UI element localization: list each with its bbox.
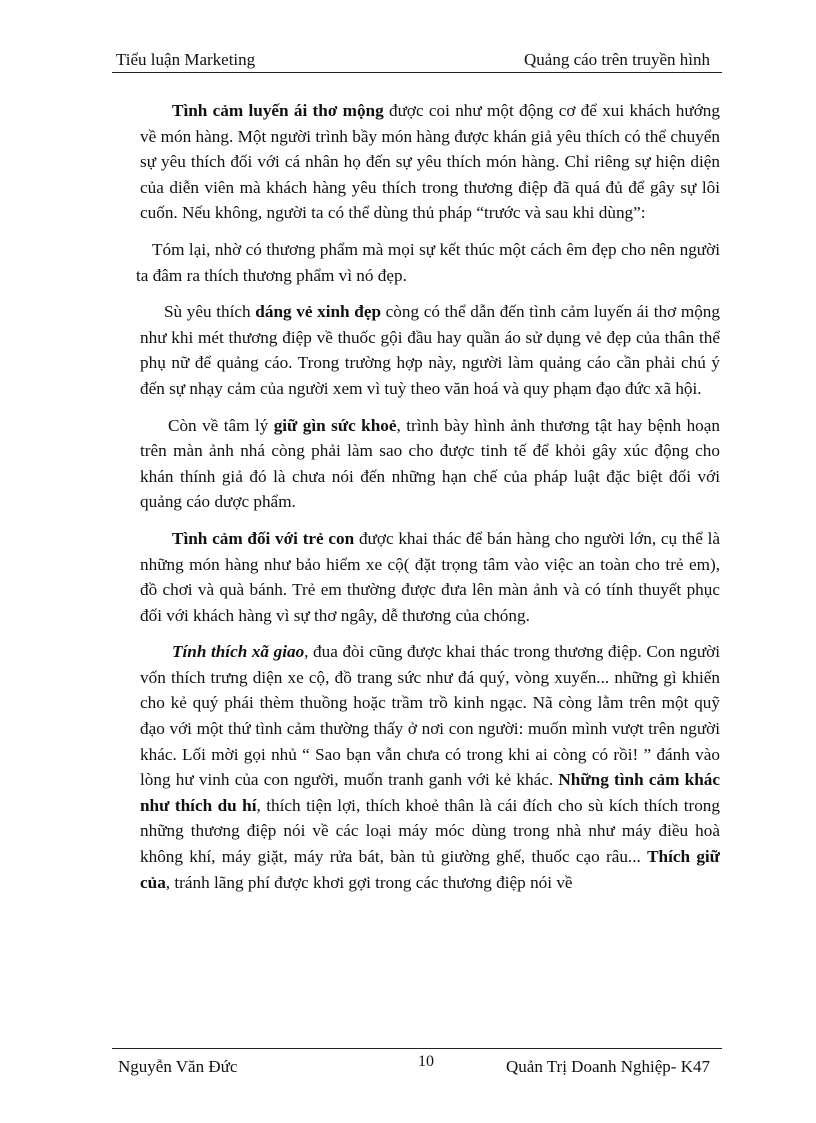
page-footer <box>112 1048 722 1079</box>
paragraph-text: , thích tiện lợi, thích khoẻ thân là cái đích cho sù kích thích trong những thương điệp nói về các loại máy móc dùng trong nhà như máy điều hoà không khí, máy giặt, máy rửa bát, bàn tủ giường ghế, thuốc cạo râu... <box>140 795 720 867</box>
heading-children: Tình cảm đối với trẻ con <box>172 528 355 548</box>
page-number: 10 <box>418 1053 434 1070</box>
paragraph-text: còng có thể dẫn đến tình cảm luyến ái thơ mộng như khi mét thương điệp về thuốc gội đầu hay quần áo sử dụng vẻ đẹp của thân thể phụ nữ để quảng cáo. Trong trường hợp này, người làm quảng cáo cần phải chú ý đến sự nhạy cảm của người xem vì tuỳ theo văn hoá và quy phạm đạo đức xã hội. <box>140 302 720 398</box>
footer-author: Nguyễn Văn Đức <box>118 1057 238 1076</box>
heading-romantic-feelings: Tình cảm luyến ái thơ mộng <box>172 101 384 120</box>
paragraph-children <box>140 526 720 628</box>
header-left-title: Tiểu luận Marketing <box>116 50 256 69</box>
heading-social: Tính thích xã giao <box>172 642 305 662</box>
paragraph-text: Còn về tâm lý <box>168 415 274 435</box>
paragraph-text: được khai thác để bán hàng cho người lớn, cụ thể là những món hàng như bảo hiểm xe cộ( đặt trọng tâm vào việc an toàn cho trẻ em), đồ chơi và quà bánh. Trẻ em thường được đưa lên màn ảnh và có tính thuyết phục đối với khách hàng vì sự thơ ngây, dễ thương của chóng. <box>140 528 720 625</box>
emphasis-health: giữ gìn sức khoẻ <box>273 415 397 435</box>
paragraph-social <box>140 639 720 895</box>
emphasis-beauty: dáng vẻ xinh đẹp <box>255 302 382 322</box>
paragraph-health <box>140 413 720 515</box>
paragraph-text: Tóm lại, nhờ có thương phẩm mà mọi sự kết thúc một cách êm đẹp cho nên người ta đâm ra thích thương phẩm vì nó đẹp. <box>136 239 720 285</box>
paragraph-beauty <box>140 299 720 401</box>
page-header <box>112 48 722 73</box>
paragraph-text: , tránh lãng phí được khơi gợi trong các thương điệp nói về <box>165 872 573 892</box>
paragraph-text: , đua đòi cũng được khai thác trong thương điệp. Con người vốn thích trưng diện xe cộ, đồ trang sức như đá quý, vòng xuyến... những gì khiến cho kẻ quý phái thèm thuồng hoặc trầm trồ kinh ngạc. Nã còng lằm trên một quỹ đạo với một thứ tình cảm thường thấy ở nơi con người: muốn mình vượt trên người khác. Lối mời gọi nhủ “ Sao bạn vẫn chưa có trong khi ai còng có rồi! ” đánh vào lòng hư vinh của con người, muốn tranh ganh với kẻ khác. <box>140 642 720 790</box>
heading-other-feelings: Những tình cảm khác như thích du hí <box>140 770 721 815</box>
paragraph-text: được coi như một động cơ để xui khách hướng về món hàng. Một người trình bầy món hàng được khán giả yêu thích có thể chuyển sự yêu thích đối với cá nhân họ đến sự yêu thích món hàng. Chỉ riêng sự hiện diện của diễn viên mà khách hàng yêu thích trong thương điệp đã quá đủ để gây sự lôi cuốn. Nếu không, người ta có thể dùng thủ pháp “trước và sau khi dùng”: <box>140 101 720 223</box>
body-text <box>136 98 721 906</box>
heading-thrift: Thích giữ của <box>140 847 720 892</box>
paragraph-text: , trình bày hình ảnh thương tật hay bệnh hoạn trên màn ảnh nhá còng phải làm sao cho được tinh tế để khỏi gây xúc động cho khán thính giả đó là chưa nói đến những hạn chế của pháp luật đặc biệt đối với quảng cáo dược phẩm. <box>140 415 720 512</box>
paragraph-summary <box>136 237 720 288</box>
paragraph-text: Sù yêu thích <box>164 302 256 322</box>
paragraph-romantic-feelings <box>140 98 720 226</box>
footer-program: Quản Trị Doanh Nghiệp- K47 <box>506 1057 710 1076</box>
header-right-title: Quảng cáo trên truyền hình <box>524 50 710 69</box>
